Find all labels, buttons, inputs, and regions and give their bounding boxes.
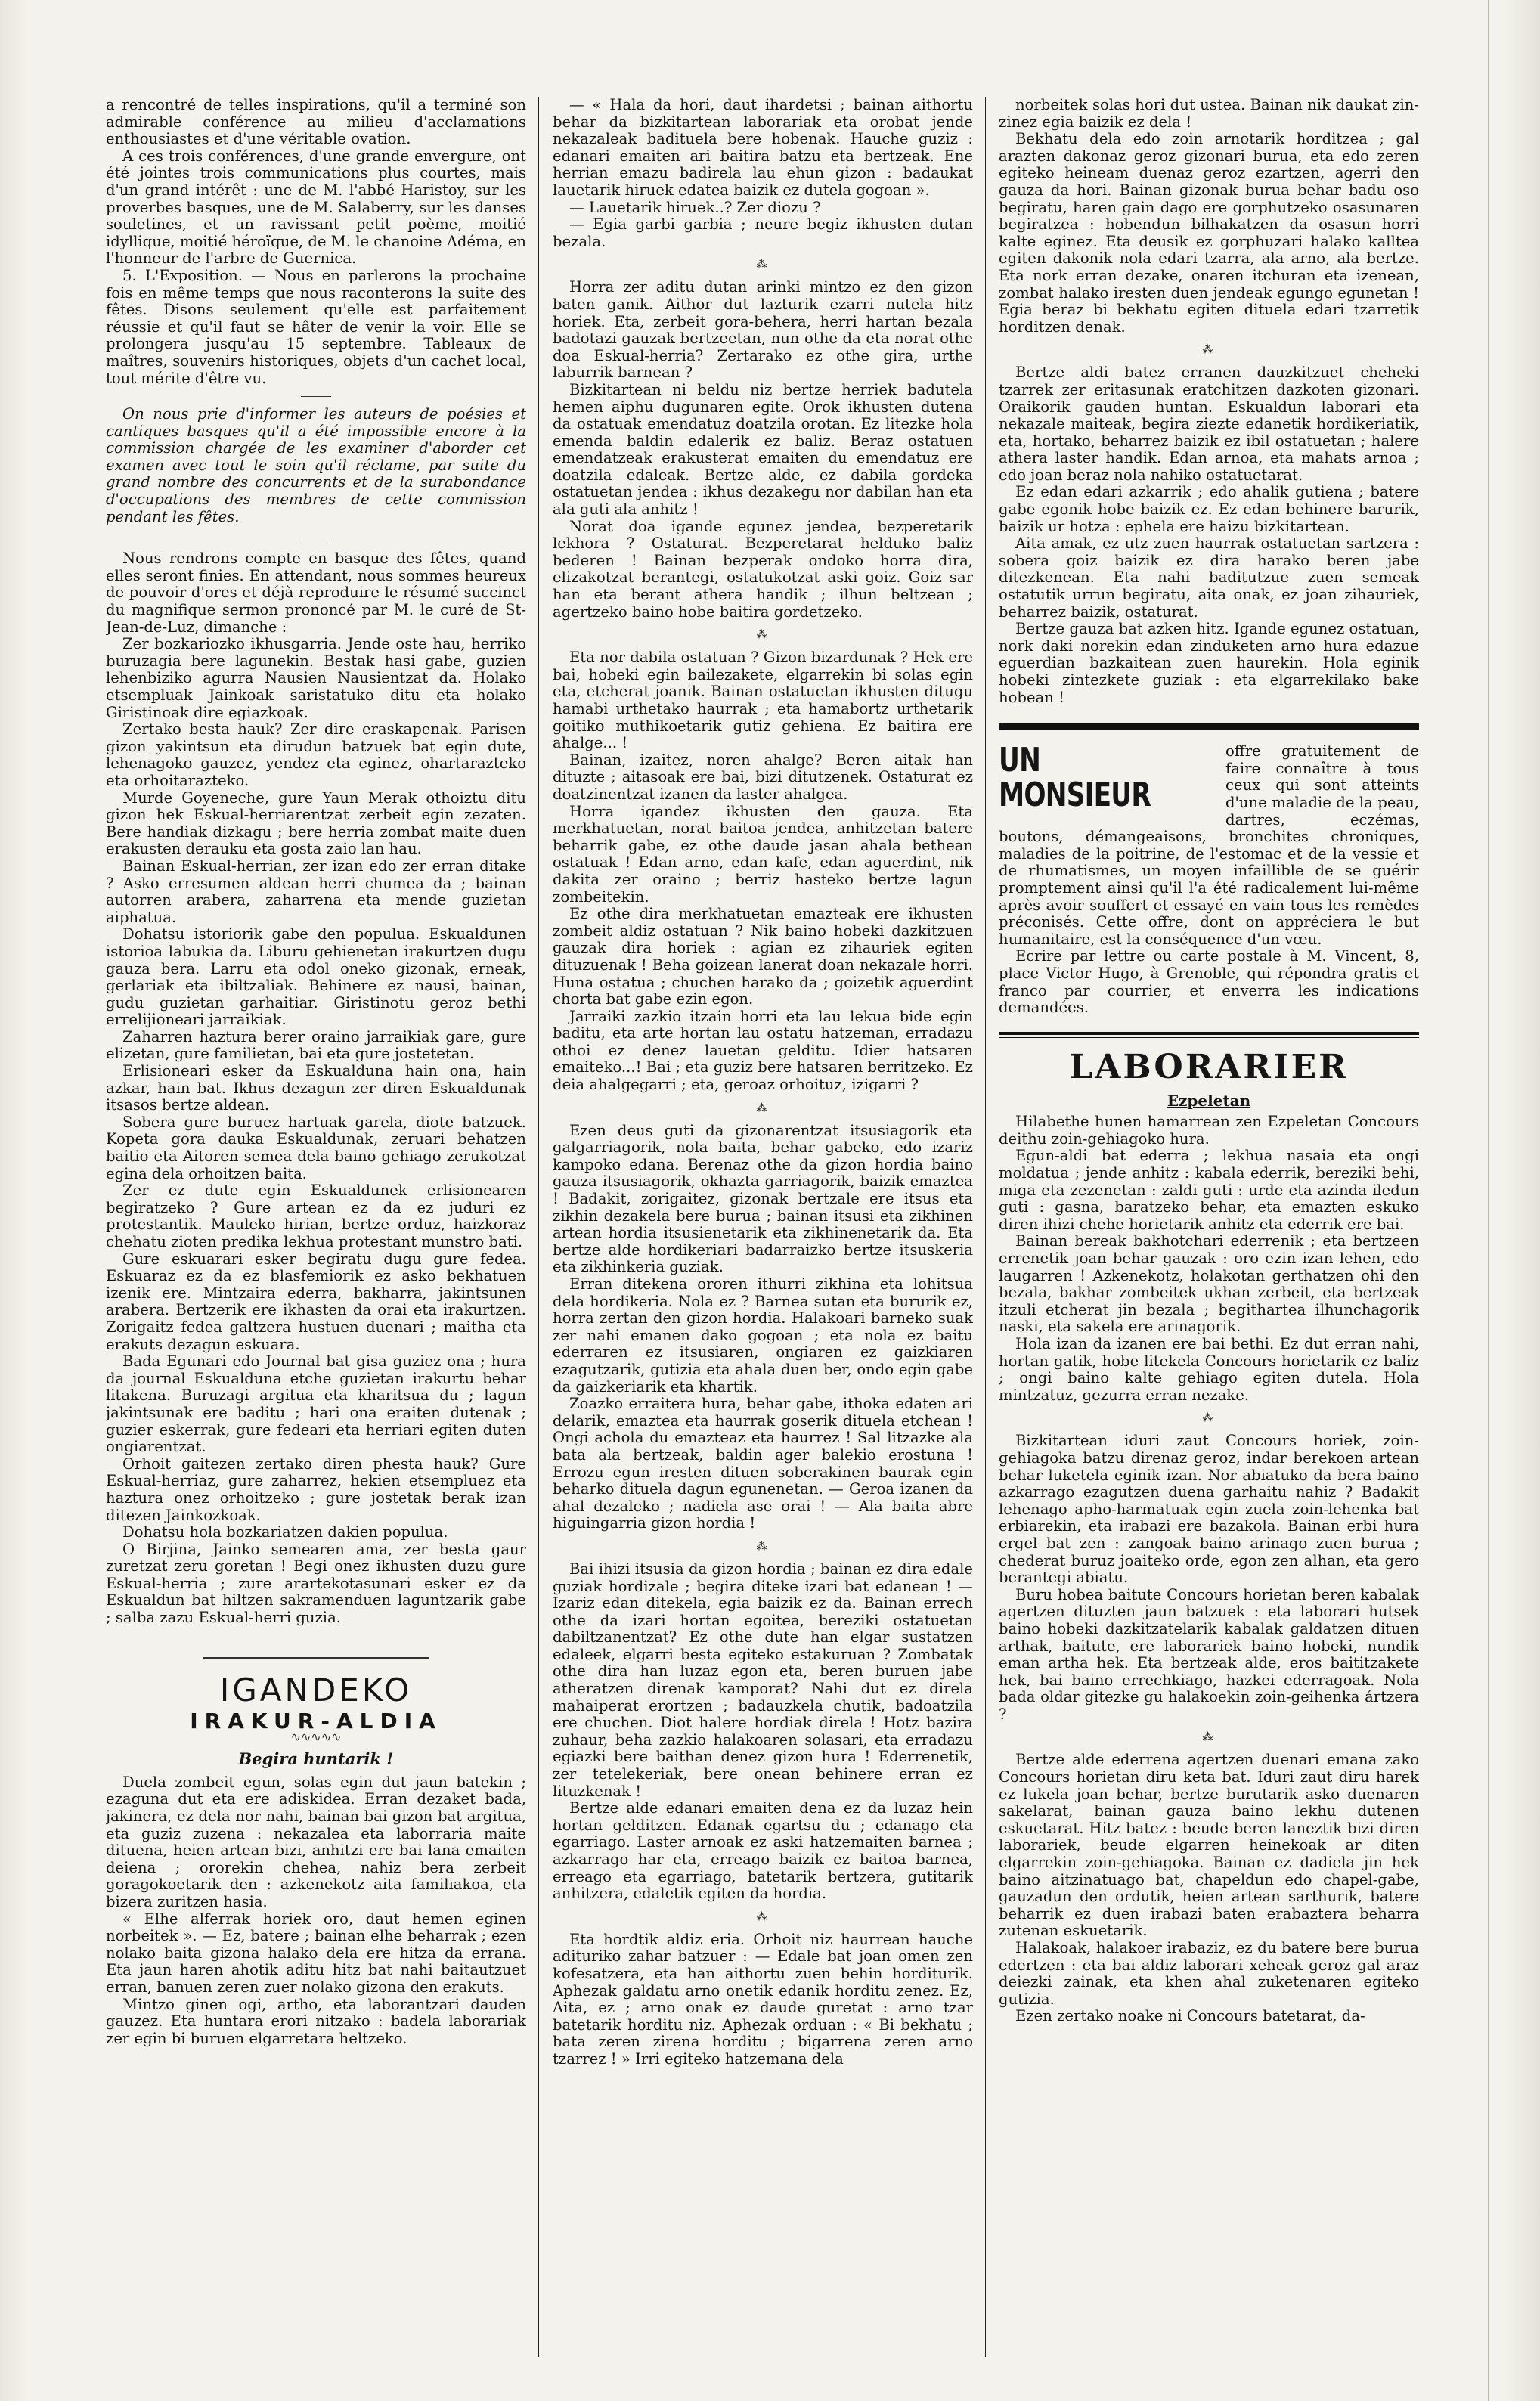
paragraph: Zoazko erraitera hura, behar gabe, ithoka edaten ari delarik, emaztea eta haurrak goserik dituela etchean ! Ongi achola du emazteaz eta haurrez ! Sal litzazke ala bata ala bertzeak, baldin ager balekio erostuna ! Errozu egun iresten dituen soberakinen baurak egin beharko dituela dagun egunenetan. — Geroa izanen da ahal dezaleko ; nadiela ase orai ! — Ala baita abre higuingarria gizon hordia ! [553, 1395, 973, 1532]
paragraph: a rencontré de telles inspirations, qu'il a terminé son admirable conférence au milieu d'acclamations enthousiastes et d'une véritable ovation. [106, 97, 526, 148]
paragraph: Bainan Eskual-herrian, zer izan edo zer erran ditake ? Asko erresumen aldean herri chumea da ; bainan autorren arabera, zaharrena eta mende guzietan aiphatua. [106, 857, 526, 926]
paragraph: Mintzo ginen ogi, artho, eta laborantzari dauden gauzez. Eta huntara erori nitzako : badela laborariak zer egin bi buruen elgarretara heltzeko. [106, 1995, 526, 2047]
paragraph: Eta hordtik aldiz eria. Orhoit niz haurrean hauche adituriko zahar batzuer : — Edale bat joan omen zen kofesatzera, eta han aithortu zuen behin horditurik. Aphezak galdatu arno onetik edanik horditu zenez. Ez, Aita, ez ; arno onak ez daude guretat : arno tzar batetarik horditu niz. Aphezak orduan : « Bi bekhatu ; bata zeren zirena horditu ; bigarrena zeren arno tzarrez ! » Irri egiteko hatzemana dela [553, 1930, 973, 2068]
divider [301, 396, 331, 397]
paragraph: Bekhatu dela edo zoin arnotarik horditzea ; gal arazten dakonaz geroz gizonari burua, eta edo zeren egiteko heineam duenaz geroz ezartzen, agerri den gauza da hori. Bainan gizonak burua behar badu oso begiratu, haren gain dago ere gorphutzeko osasunaren begiratzea : hobendun bilhakatzen da osasun horri kalte eginez. Eta deusik ez gorphuzari halako kalltea egiten dakonik nola edari tzarra, ala arno, ala bertze. Eta nork erran dezake, onaren itchuran eta izenean, zombat halako iresten duen jendeak egungo egunetan ! Egia beraz bi bekhatu egiten dituela edari tzarretik horditzen denak. [999, 130, 1419, 336]
advert-text: offre gratuitement de faire connaître à tous ceux qui sont atteints d'une maladie de la peau, dartres, eczémas, boutons, démangeaisons, bronchites chroniques, maladies de la poitrine, de l'estomac et de la vessie et de rhumatismes, un moyen infaillible de se guérir promptement ainsi qu'il l'a été radicalement lui-même après avoir souffert et essayé en vain tous les remèdes préconisés. Cette offre, dont on appréciera le but humanitaire, est la conséquence d'un vœu. [999, 742, 1419, 948]
paragraph: Bertze aldi batez erranen dauzkitzuet cheheki tzarrek zer eritasunak eratchitzen dazkoten gizonari. Oraikorik gauden huntan. Eskualdun laborari eta nekazale maiteak, begira ziezte edanetik hordikeriatik, eta, hortako, beharrez baizik ez ibil ostatuetan ; halere athera laster handik. Edan arnoa, eta mahats arnoa ; edo joan beraz nola nahiko ostatuetarat. [999, 364, 1419, 484]
paragraph: Egun-aldi bat ederra ; lekhua nasaia eta ongi moldatua ; jende anhitz : kabala ederrik, bereziki behi, miga eta zezenetan : zaldi guti : urde eta azinda iledun guti : gasna, baratzeko behar, eta emazten eskuko diren ihizi chehe horietarik anhitz eta ederrik ere bai. [999, 1147, 1419, 1233]
laborarier-title: LABORARIER [1069, 1047, 1349, 1086]
section [999, 1752, 1419, 2025]
paragraph: Ez othe dira merkhatuetan emazteak ere ikhusten zombeit aldiz ostatuan ? Nik baino hobeki dazkitzuen gauzak dira horiek : agian ez zihauriek egiten dituzuenak ! Beha goizean lanerat doan nekazale horri. Huna ostatua ; chuchen harako da ; goizetik aguerdint chorta bat gabe ezin egon. [553, 905, 973, 1008]
paragraph: Bizkitartean iduri zaut Concours horiek, zoin-gehiagoka batzu direnaz geroz, indar berekoen artean behar luketela eginik izan. Nor abiatuko da bera baino azkarrago ezagutzen duena garhaitu nahiz ? Badakit lehenago apho-harmatuak egin zuela zoin-lehenka bat erbiarekin, eta irabazi ere bazakola. Bainan erbi hura ergel bat zen : zangoak baino arinago zuen burua ; chederat buruz joaiteko orde, egon zen alhan, eta gero berantegi abiatu. [999, 1432, 1419, 1587]
column-divider-2 [985, 97, 986, 2357]
paragraph: Bainan bereak bakhotchari ederrenik ; eta bertzeen errenetik joan behar gauzak : oro ezin izan lehen, edo laugarren ! Azkenekotz, holakotan gerthatzen ohi den bezala, bakhar zombeitek ukhan zerbeit, eta bertzeak itzuli etcherat jin bezala ; begithartea ilhunchagorik naski, eta sakela ere arinagorik. [999, 1232, 1419, 1336]
advertisement [999, 743, 1419, 1017]
section-dots: ⁂ [756, 1910, 770, 1923]
paragraph: Buru hobea baitute Concours horietan beren kabalak agertzen dituzten jaun batzuek : eta laborari hutsek baino hobeki dazkitzatelarik kabalak galdatzen dituen arthak, baitute, ere laborariek baino hobeki, nundik eman artha hek. Eta bertzeak alde, eros baititzakete hek, bai baino errechkiago, hazkei ederragoak. Nola bada oldar gitezke gu halakoekin zoin-geihenka ártzera ? [999, 1585, 1419, 1723]
paragraph: Ez edan edari azkarrik ; edo ahalik gutiena ; batere gabe egonik hobe baizik ez. Ez edan behinere barurik, baizik ur hotza : ephela ere haizu bizkitartean. [999, 483, 1419, 535]
section-dots: ⁂ [1202, 1412, 1216, 1425]
paragraph: Bai ihizi itsusia da gizon hordia ; bainan ez dira edale guziak hordizale ; begira diteke izari bat edanean ! — Izariz edan ditekela, egia baizik ez da. Bainan errech othe da izari hortan egoitea, bereziki ostatuetan dabiltzanentzat? Ez othe dute han elgar sustatzen edaleek, elgarri besta egiteko estakuruan ? Zombatak othe dira han luzaz egon eta, beren buruen jabe atheratzen direnak kamporat? Nahi dut ez direla mahaiperat erortzen ; badauzkela chutik, badoatzila ere chuchen. Diot halere hordiak direla ! Hotz bazira zuhaur, beha zazkio halakoaren solasari, eta erradazu egiazki bere baithan denez gizon hura ! Ederrenetik, zer tetelekeriak, bere onean behinere erran ez lituzkenak ! [553, 1560, 973, 1800]
paragraph: Erran ditekena ororen ithurri zikhina eta lohitsua dela hordikeria. Nola ez ? Barnea sutan eta bururik ez, horra zertan den gizon hordia. Halakoari barneko suak zer nahi emanen dako gogoan ; eta nola ez baitu ederraren ez itsusiaren, ongiaren ez gaizkiaren ezagutzarik, gutizia eta ahala duen ber, ondo egin gabe da gaizkeriarik eta khartik. [553, 1275, 973, 1396]
paragraph: Duela zombeit egun, solas egin dut jaun batekin ; ezaguna dut eta ere adiskidea. Erran dezaket bada, jakinera, ez dela nor nahi, bainan bai gizon bat argitua, eta guziz zuzena : nekazalea eta laborraria maite dituena, heien artean bizi, anhitzi ere bai lana emaiten deiena ; ororekin chehea, nahiz bera zerbeit goragokoetarik den : azkenekotz aita familiakoa, eta bizera zuritzen hasia. [106, 1773, 526, 1910]
paragraph: Halakoak, halakoer irabaziz, ez du batere bere burua edertzen : eta bai aldiz laborari xeheak geroz gal araz deiezki zainak, eta khen ahal zuketenaren egiteko gutizia. [999, 1939, 1419, 2008]
paragraph: Eta nor dabila ostatuan ? Gizon bizardunak ? Hek ere bai, hobeki egin bailezakete, elgarrekin bi solas egin eta, etcherat joanik. Bainan ostatuetan ikhusten ditugu hamabi urthetako haurrak ; eta hamabortz urthetarik goitiko muthikoetarik gutiz gehiena. Ez baitira ere ahalge... ! [553, 649, 973, 752]
paragraph: 5. L'Exposition. — Nous en parlerons la prochaine fois en même temps que nous raconterons la suite des fêtes. Disons seulement qu'elle est parfaitement réussie et qu'il faut se hâter de venir la voir. Elle se prolongera jusqu'au 15 septembre. Tableaux de maîtres, souvenirs historiques, objets d'un cachet local, tout mérite d'être vu. [106, 266, 526, 387]
section-dots: ⁂ [756, 629, 770, 642]
paragraph: Bertze alde ederrena agertzen duenari emana zako Concours horietan diru keta bat. Iduri zaut diru harek ez lukela joan behar, bertze burutarik asko duenaren sakelarat, bainan gauza baino lekhu dutenen eskuetarat. Hitz batez : beude beren laneztik bizi diren laborariek, beude elgarren heinekoak ar diten elgarrekin zoin-gehiagoka. Bainan ez dadiela jin hek baino aitzinatuago bat, chapeldun edo chapel-gabe, gauzadun den ordutik, heien artean sarthurik, batere beharrik ez duen irabazi baten erabaztera beharra zutenan eskuetarik. [999, 1751, 1419, 1940]
paragraph: Erlisioneari esker da Eskualduna hain ona, hain azkar, hain bat. Ikhus dezagun zer diren Eskualdunak itsasos bertze aldean. [106, 1062, 526, 1114]
paragraph: Murde Goyeneche, gure Yaun Merak othoiztu ditu gizon hek Eskual-herriarentzat zerbeit egin zezaten. Bere handiak dizkagu ; bere herria zombat maite duen erakusten derauku eta gosta zaio lan hau. [106, 788, 526, 858]
paragraph: Jarraiki zazkio itzain horri eta lau lekua bide egin baditu, eta arte hortan lau ostatu hatzeman, erradazu othoi ez denez lauetan gelditu. Idier hatsaren emaiteko...! Bai ; eta guziz bere hatsaren berritzeko. Ez deia ahalgegarri ; eta, geroaz orhoituz, izigarri ? [553, 1007, 973, 1094]
begira-heading: Begira huntarik ! [238, 1749, 394, 1769]
section [553, 649, 973, 1093]
paragraph: Sobera gure buruez hartuak garela, diote batzuek. Kopeta gora dauka Eskualdunak, zeruari behatzen baitio eta Aitoren semea dela baino gehiago zerukotzat egina dela orhoitzen baita. [106, 1113, 526, 1182]
section [999, 1433, 1419, 1723]
paragraph: Aita amak, ez utz zuen haurrak ostatuetan sartzera : sobera goiz baizik ez dira harako beren jabe ditezkenean. Eta nahi baditutzue zuen semeak ostatutik urrun begiratu, aita onak, ez joan zihauriek, beharrez baizik, ostaturat. [999, 534, 1419, 621]
section-rule [203, 1657, 429, 1659]
paragraph: Zertako besta hauk? Zer dire eraskapenak. Parisen gizon yakintsun eta dirudun batzuek bat egin dute, lehenagoko gauzez, yendez eta eginez, ohartarazteko eta orhoitarazteko. [106, 720, 526, 789]
section [553, 279, 973, 621]
paragraph: Gure eskuarari esker begiratu dugu gure fedea. Eskuaraz ez da ez blasfemiorik ez asko bekhatuen izenik ere. Mintzaira ederra, bakharra, jakintsunen arabera. Bertzerik ere ikhasten da orai eta irakurtzen. Zorigaitz fedea galtzera hustuen duenari ; maitha eta erakuts dezagun eskuara. [106, 1250, 526, 1353]
paragraph: Dohatsu istoriorik gabe den populua. Eskualdunen istorioa labukia da. Liburu gehienetan irakurtzen dugu gauza bera. Larru eta odol oneko gizonak, erneak, gerlariak eta ibiltzaliak. Behinere ez nausi, bainan, gudu guzietan garhaitiar. Giristinotu geroz bethi errelijioneari jarraikiak. [106, 925, 526, 1029]
section [553, 1123, 973, 1532]
paragraph: Hola izan da izanen ere bai bethi. Ez dut erran nahi, hortan gatik, hobe litekela Concours horietarik ez baliz ; ongi baino kalte gehiago egiten dutela. Hola mintzatuz, gezurra erran nezake. [999, 1335, 1419, 1404]
igandeko-title: IGANDEKO [219, 1671, 413, 1709]
irakur-aldia-title: IRAKUR-ALDIA [190, 1708, 442, 1733]
section [553, 1932, 973, 2068]
advert-rule [999, 723, 1419, 730]
section-dots: ⁂ [1202, 1731, 1216, 1744]
paragraph: Zer bozkariozko ikhusgarria. Jende oste hau, herriko buruzagia bere lagunekin. Bestak hasi gabe, guzien lehenbiziko agurra Nausien Nausientzat da. Holako etsempluak Jainkoak saristatuko ditu eta holako Giristinoak dire egiazkoak. [106, 635, 526, 721]
page-fold-line [1488, 0, 1489, 2401]
ezpeletan-heading: Ezpeletan [1167, 1091, 1251, 1110]
notice-italic: On nous prie d'informer les auteurs de poésies et cantiques basques qu'il a été impossible encore à la commission chargée de les examiner d'aborder cet examen avec tout le soin qu'il réclame, par suite du grand nombre des concurrents et de la surabondance d'occupations des membres de cette commission pendant les fêtes. [106, 405, 526, 525]
paragraph: Ezen zertako noake ni Concours batetarat, da- [1015, 2007, 1365, 2025]
paragraph: Orhoit gaitezen zertako diren phesta hauk? Gure Eskual-herriaz, gure zaharrez, hekien etsempluez eta haztura onez orhoitzeko ; gure jostetak berak izan ditezen Jainkozkoak. [106, 1455, 526, 1524]
paragraph: Zer ez dute egin Eskualdunek erlisionearen begiratzeko ? Gure artean ez da ez juduri ez protestantik. Mauleko hirian, bertze orduz, haizkoraz chehatu zioten predika lekhua protestant munstro bati. [106, 1182, 526, 1250]
ornament: ∿∿∿∿∿ [290, 1730, 342, 1745]
paragraph: Horra igandez ikhusten den gauza. Eta merkhatuetan, norat baitoa jendea, anhitzetan batere beharrik gabe, ez othe daude jasan ahala bethean ostatuak ! Edan arno, edan kafe, edan aguerdint, nik dakita zer oraino ; berriz hasteko bertze lagun zombeitekin. [553, 802, 973, 906]
section-dots: ⁂ [756, 1101, 770, 1114]
paragraph: Bainan, izaitez, noren ahalge? Beren aitak han dituzte ; aitasoak ere bai, bizi ditutzenek. Ostaturat ez doatzinentzat izanen da laster ahalgea. [553, 751, 973, 803]
paragraph: Bizkitartean ni beldu niz bertze herriek badutela hemen aiphu dugunaren egite. Orok ikhusten dutena da ostatuak emendatuz doatzila orotan. Ez litezke hola emenda baldin edalerik ez baliz. Beraz ostatuen emendatzeak erakusterat emaiten du emendatuz ere doatzila edaleak. Bertze alde, ez dabila gordeka ostatuetan jendea : ikhus dezakegu nor dabilan han eta ala guti ala anhitz ! [553, 380, 973, 519]
column-2 [553, 97, 973, 2372]
paragraph: Nous rendrons compte en basque des fêtes, quand elles seront finies. En attendant, nous sommes heureux de pouvoir d'ores et déjà reproduire le résumé succinct du magnifique sermon prononcé par M. le curé de St-Jean-de-Luz, dimanche : [106, 550, 526, 636]
paragraph: Hilabethe hunen hamarrean zen Ezpeletan Concours deithu zoin-gehiagoko hura. [999, 1113, 1419, 1148]
column-1 [106, 97, 526, 2357]
paragraph: Bertze gauza bat azken hitz. Igande egunez ostatuan, nork daki norekin edan zinduketen arno hura edazue eguerdian bazkaitean zuen haurekin. Hola eginik hobeki zintezkete guziak : eta elgarrekilako bake hobean ! [999, 620, 1419, 706]
paragraph: A ces trois conférences, d'une grande envergure, ont été jointes trois communications plus courtes, mais d'un grand intérêt : une de M. l'abbé Haristoy, sur les proverbes basques, une de M. Salaberry, sur les danses souletines, et un ravissant petit poème, moitié idyllique, moitié héroïque, de M. le chanoine Adéma, en l'honneur de l'arbre de Guernica. [106, 147, 526, 268]
column-divider-1 [538, 97, 539, 2357]
paragraph: Bada Egunari edo Journal bat gisa guziez ona ; hura da journal Eskualduna etche guzietan irakurtu behar litakena. Buruzagi argitua eta kharitsua du ; lagun jakintsunak ere baditu ; hari ona eraiten dutenak ; guzier eskerrak, gure fedeari eta herriari egiten duten ongiarentzat. [106, 1352, 526, 1456]
section-dots: ⁂ [1202, 344, 1216, 357]
advert-headline: UN MONSIEUR [999, 741, 1151, 815]
igandeko-text [106, 1774, 526, 2048]
paragraph: Horra zer aditu dutan arinki mintzo ez den gizon baten ganik. Aithor dut lazturik ezarri nutela hitz horiek. Eta, zerbeit gora-behera, herri hartan bezala badotazi gauzak bertzeetan, nun othe da eta norat othe doa Eskual-herria? Zertarako ez othe gira, urthe laburrik barnean ? [553, 278, 973, 382]
paragraph: — « Hala da hori, daut ihardetsi ; bainan aithortu behar da bizkitartean laborariak eta orobat jende nekazaleak badituela bere hobenak. Hauche guziz : edanari emaiten ari baitira batzu eta bertzeak. Ene herrian emazu badirela lau ehun gizon : badaukat lauetarik hiruek edatea baizik ez dutela gogoan ». [553, 97, 973, 199]
paragraph: Bertze alde edanari emaiten dena ez da luzaz hein hortan gelditzen. Edanak egartsu du ; edanago eta egarriago. Laster arnoak ez aski hatzemaiten barnea ; azkarrago har eta, erreago baizik ez baitoa barnea, erreago eta egarriago, batetarik bertzera, gutitarik anhitzera, edaletik egiten da hordia. [553, 1799, 973, 1903]
advert-contact: Ecrire par lettre ou carte postale à M. Vincent, 8, place Victor Hugo, à Grenoble, qui répondra gratis et franco par courrier, et enverra les indications demandées. [999, 947, 1419, 1017]
paragraph: « Elhe alferrak horiek oro, daut hemen eginen norbeitek ». — Ez, batere ; bainan elhe beharrak ; ezen nolako baita gizona halako dela ere hitza da errana. Eta jaun haren ahotik aditu hitz bat nahi baitautzuet erran, banuen zeren zuer nolako gizona den erakuts. [106, 1910, 526, 1996]
paragraph: Ezen deus guti da gizonarentzat itsusiagorik eta galgarriagorik, nola baita, behar gabeko, edo izariz kampoko edana. Berenaz othe da gizon hordia baino gauza itsusiagorik, okhazta garriagorik, baizik emaztea ! Badakit, zorigaitez, gizonak bertzale ere itsus eta zikhin dezakela bere burua ; bainan itsusi eta zikhinen artean hordia itsusienetarik eta zikhinenetarik da. Eta bertze alde hordikeriari badarraizko bertze itsuskeria eta zikhinkeria guziak. [553, 1121, 973, 1276]
paragraph: — Egia garbi garbia ; neure begiz ikhusten dutan bezala. [553, 215, 973, 250]
paragraph: Norat doa igande egunez jendea, bezperetarik lekhora ? Ostaturat. Bezperetarat helduko baliz bederen ! Bainan bezperak ondoko horra dira, elizakotzat berantegi, ostatukotzat aski goiz. Goiz sar han eta berant athera handik ; ilhun beltzean ; agertzeko baino hobe baitira gordetzeko. [553, 517, 973, 621]
laborarier-text [999, 1114, 1419, 1404]
paragraph: Dohatsu hola bozkariatzen dakien populua. [122, 1523, 448, 1541]
section-dots: ⁂ [756, 259, 770, 271]
paragraph: norbeitek solas hori dut ustea. Bainan nik daukat zin-zinez egia baizik ez dela ! [999, 97, 1419, 131]
section-dots: ⁂ [756, 1540, 770, 1553]
paragraph: O Birjina, Jainko semearen ama, zer besta gaur zuretzat zeru goretan ! Begi onez ikhusten duzu gure Eskual-herria ; zure arartekotasunari esker ez da Eskualdun bat hiltzen sakramenduen laguntzarik gabe ; salba zazu Eskual-herri guzia. [106, 1540, 526, 1627]
section [999, 97, 1419, 336]
sermon-text [106, 636, 526, 1626]
section [553, 1561, 973, 1903]
section [999, 364, 1419, 706]
paragraph: Zaharren haztura berer oraino jarraikiak gare, gure elizetan, gure familietan, bai eta gure jostetetan. [106, 1027, 526, 1063]
column-3 [999, 97, 1419, 2380]
paragraph: — Lauetarik hiruek..? Zer diozu ? [569, 198, 821, 216]
section-rule [999, 1032, 1419, 1038]
